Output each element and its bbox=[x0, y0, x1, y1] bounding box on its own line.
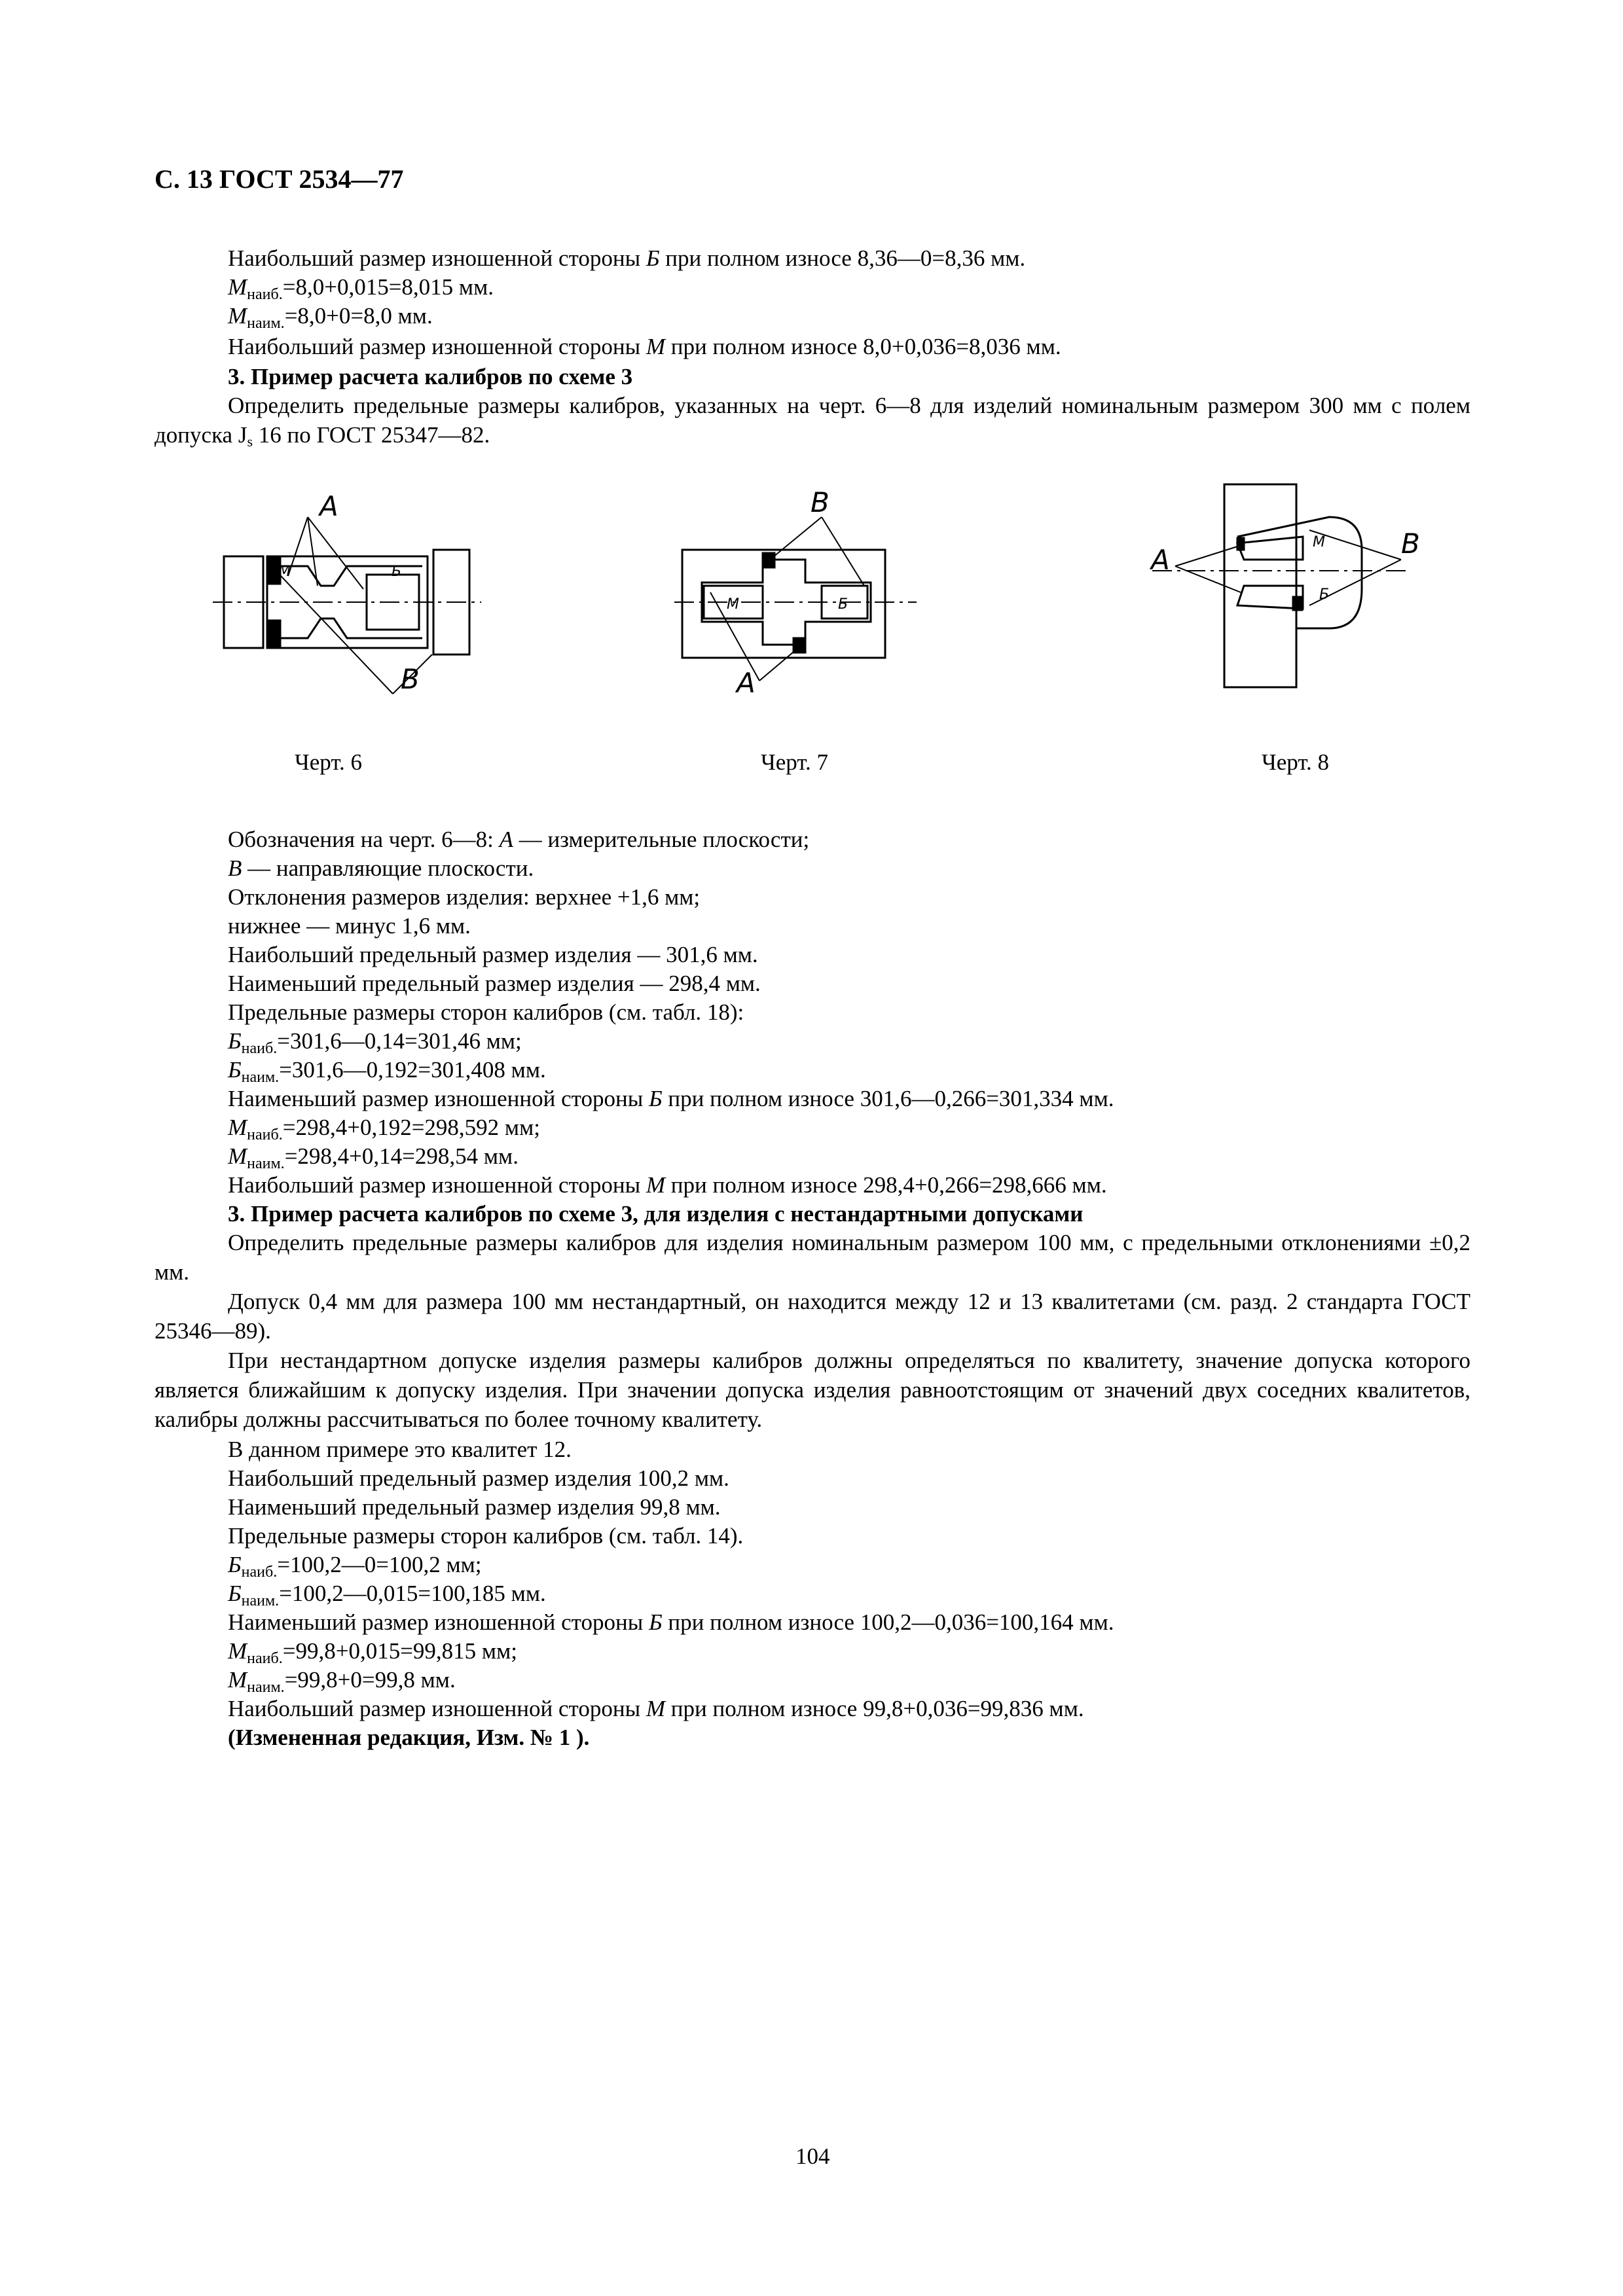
s2-line-4: В данном примере это квалитет 12. bbox=[228, 1437, 572, 1462]
body-line-7: Предельные размеры сторон калибров (см. табл. 18): bbox=[228, 999, 744, 1025]
designation-line-2: В — направляющие плоскости. bbox=[228, 855, 534, 881]
figure-8-drawing bbox=[1152, 484, 1408, 687]
gauge-drawings bbox=[0, 471, 1623, 785]
fig6-label-b: В bbox=[401, 663, 420, 695]
top-line-3: $М_{наим.}=8,0+0=8,0$ мм. bbox=[228, 303, 433, 332]
fig6-caption: Черт. 6 bbox=[295, 749, 362, 775]
fig6-label-m: М bbox=[278, 564, 291, 580]
designation-line-1: Обозначения на черт. 6—8: А — измерительные плоскости; bbox=[228, 827, 810, 852]
body-line-4: нижнее — минус 1,6 мм. bbox=[228, 913, 471, 939]
fig7-label-bb: Б bbox=[838, 596, 848, 613]
fig6-label-bb: Б bbox=[392, 564, 402, 580]
page-number: 104 bbox=[795, 2144, 830, 2169]
body-line-13: Наибольший размер изношенной стороны М при полном износе 298,4+0,266=298,666 мм. bbox=[228, 1172, 1107, 1198]
body-line-5: Наибольший предельный размер изделия — 301,6 мм. bbox=[228, 942, 758, 967]
fig8-label-m: М bbox=[1313, 534, 1325, 550]
body-line-9: $Б_{наим.}=301,6—0,192=301,408$ мм. bbox=[228, 1057, 546, 1086]
top-line-1: Наибольший размер изношенной стороны Б при полном износе 8,36—0=8,36 мм. bbox=[228, 245, 1026, 271]
body-line-8: $Б_{наиб.}=301,6—0,14=301,46$ мм; bbox=[228, 1028, 522, 1057]
s2-line-8: $Б_{наиб.}=100,2—0=100,2$ мм; bbox=[228, 1552, 482, 1581]
s2-line-11: $М_{наиб.}=99,8+0,015=99,815$ мм; bbox=[228, 1638, 517, 1667]
body-line-10: Наименьший размер изношенной стороны Б при полном износе 301,6—0,266=301,334 мм. bbox=[228, 1086, 1114, 1111]
s2-line-7: Предельные размеры сторон калибров (см. табл. 14). bbox=[228, 1523, 744, 1549]
s2-line-10: Наименьший размер изношенной стороны Б при полном износе 100,2—0,036=100,164 мм. bbox=[228, 1609, 1114, 1635]
fig8-label-a: А bbox=[1151, 544, 1170, 576]
section2-paragraphs bbox=[155, 1228, 1470, 1434]
revision-note: (Измененная редакция, Изм. № 1 ). bbox=[228, 1725, 590, 1750]
fig8-label-bb: Б bbox=[1319, 586, 1330, 603]
s2-line-12: $М_{наим.}=99,8+0=99,8$ мм. bbox=[228, 1667, 456, 1696]
s2-line-13: Наибольший размер изношенной стороны М при полном износе 99,8+0,036=99,836 мм. bbox=[228, 1696, 1084, 1721]
top-line-2: $М_{наиб.}=8,0+0,015=8,015$ мм. bbox=[228, 274, 494, 303]
s2-line-6: Наименьший предельный размер изделия 99,8 мм. bbox=[228, 1494, 721, 1520]
section2-para-3: При нестандартном допуске изделия размеры калибров должны определяться по квалитету, значение допуска которого является ближайшим к допуску изделия. При значении допуска изделия равноотстоящим от значений двух соседних квалитетов, калибры должны рассчитываться по более точному квалитету. bbox=[155, 1348, 1470, 1432]
s2-line-9: $Б_{наим.}=100,2—0,015=100,185$ мм. bbox=[228, 1581, 546, 1609]
figure-6-drawing bbox=[213, 517, 481, 694]
top-line-4: Наибольший размер изношенной стороны М при полном износе 8,0+0,036=8,036 мм. bbox=[228, 334, 1061, 359]
figure-7-drawing bbox=[674, 517, 917, 681]
s2-line-5: Наибольший предельный размер изделия 100,2 мм. bbox=[228, 1465, 729, 1491]
section2-para-2: Допуск 0,4 мм для размера 100 мм нестандартный, он находится между 12 и 13 квалитетами (см. разд. 2 стандарта ГОСТ 25346—89). bbox=[155, 1289, 1470, 1344]
fig8-caption: Черт. 8 bbox=[1262, 749, 1329, 775]
section2-para-1: Определить предельные размеры калибров для изделия номинальным размером 100 мм, с предельными отклонениями ±0,2 мм. bbox=[155, 1230, 1470, 1285]
page-header: С. 13 ГОСТ 2534—77 bbox=[155, 164, 404, 194]
fig6-label-a: А bbox=[319, 490, 338, 522]
body-line-11: $М_{наиб.}=298,4+0,192=298,592$ мм; bbox=[228, 1115, 540, 1143]
section1-intro: Определить предельные размеры калибров, указанных на черт. 6—8 для изделий номинальным размером 300 мм с полем допуска $J_s$ 16 по ГОСТ 25347—82. bbox=[155, 393, 1470, 450]
fig7-label-m: М bbox=[727, 596, 739, 613]
fig7-label-b: В bbox=[811, 486, 830, 518]
section-heading-2: 3. Пример расчета калибров по схеме 3, для изделия с нестандартными допусками bbox=[228, 1201, 1084, 1227]
fig7-label-a: А bbox=[737, 667, 756, 699]
body-line-6: Наименьший предельный размер изделия — 298,4 мм. bbox=[228, 971, 761, 996]
section-heading-1: 3. Пример расчета калибров по схеме 3 bbox=[228, 364, 633, 389]
fig7-caption: Черт. 7 bbox=[761, 749, 828, 775]
fig8-label-b: В bbox=[1401, 528, 1420, 560]
body-line-12: $М_{наим.}=298,4+0,14=298,54$ мм. bbox=[228, 1143, 519, 1172]
body-line-3: Отклонения размеров изделия: верхнее +1,6 мм; bbox=[228, 884, 701, 910]
